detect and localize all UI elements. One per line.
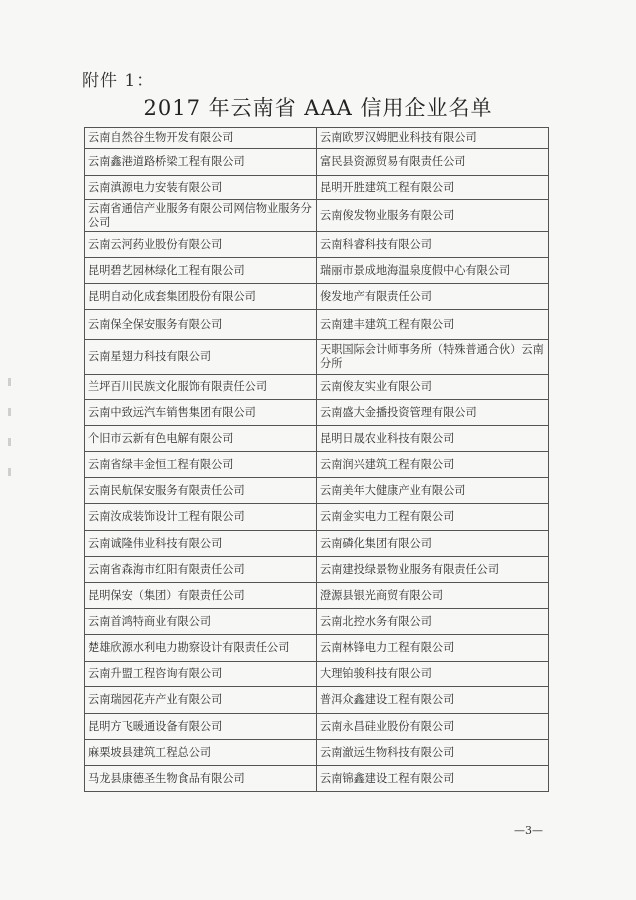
table-row bbox=[85, 662, 549, 687]
table-row bbox=[85, 452, 549, 478]
binding-mark bbox=[8, 438, 11, 446]
company-name-left: 云南滇源电力安装有限公司 bbox=[85, 176, 317, 200]
company-name-right: 云南盛大金播投资管理有限公司 bbox=[317, 400, 549, 426]
company-name-left: 云南云河药业股份有限公司 bbox=[85, 232, 317, 258]
company-name-left: 云南省绿丰金恒工程有限公司 bbox=[85, 452, 317, 478]
table-row bbox=[85, 583, 549, 609]
binding-margin-marks bbox=[6, 378, 14, 518]
table-row bbox=[85, 284, 549, 310]
attachment-label: 附件 1： bbox=[82, 71, 155, 91]
company-name-left: 云南首鸿特商业有限公司 bbox=[85, 609, 317, 635]
table-row bbox=[85, 766, 549, 792]
company-name-right: 云南金实电力工程有限公司 bbox=[317, 504, 549, 531]
company-name-left: 云南汝成装饰设计工程有限公司 bbox=[85, 504, 317, 531]
company-name-right: 俊发地产有限责任公司 bbox=[317, 284, 549, 310]
company-name-right: 昆明开胜建筑工程有限公司 bbox=[317, 176, 549, 200]
company-name-left: 云南保全保安服务有限公司 bbox=[85, 310, 317, 340]
page-title: 2017 年云南省 AAA 信用企业名单 bbox=[143, 96, 493, 120]
table-row bbox=[85, 714, 549, 740]
table-row bbox=[85, 258, 549, 284]
table-row bbox=[85, 200, 549, 232]
company-name-left: 云南星翅力科技有限公司 bbox=[85, 340, 317, 375]
company-name-left: 昆明保安（集团）有限责任公司 bbox=[85, 583, 317, 609]
company-name-right: 云南润兴建筑工程有限公司 bbox=[317, 452, 549, 478]
table-row bbox=[85, 635, 549, 662]
company-name-left: 楚雄欣源水利电力勘察设计有限责任公司 bbox=[85, 635, 317, 662]
company-name-left: 麻栗坡县建筑工程总公司 bbox=[85, 740, 317, 766]
enterprise-table bbox=[84, 127, 549, 792]
page-number: —3— bbox=[514, 824, 543, 837]
table-row bbox=[85, 531, 549, 557]
table-row bbox=[85, 400, 549, 426]
table-row bbox=[85, 149, 549, 176]
table-row bbox=[85, 609, 549, 635]
company-name-right: 云南欧罗汉姆肥业科技有限公司 bbox=[317, 128, 549, 149]
company-name-right: 云南林锋电力工程有限公司 bbox=[317, 635, 549, 662]
company-name-right: 云南锦鑫建设工程有限公司 bbox=[317, 766, 549, 792]
company-name-left: 云南升盟工程咨询有限公司 bbox=[85, 662, 317, 687]
table-row bbox=[85, 740, 549, 766]
company-name-right: 云南科睿科技有限公司 bbox=[317, 232, 549, 258]
binding-mark bbox=[8, 378, 11, 386]
table-row bbox=[85, 478, 549, 504]
company-name-left: 云南鑫港道路桥梁工程有限公司 bbox=[85, 149, 317, 176]
company-name-right: 富民县资源贸易有限责任公司 bbox=[317, 149, 549, 176]
company-name-left: 云南中致远汽车销售集团有限公司 bbox=[85, 400, 317, 426]
company-name-left: 云南民航保安服务有限责任公司 bbox=[85, 478, 317, 504]
company-name-right: 瑞丽市景成地海温泉度假中心有限公司 bbox=[317, 258, 549, 284]
table-row bbox=[85, 176, 549, 200]
company-name-left: 个旧市云新有色电解有限公司 bbox=[85, 426, 317, 452]
company-name-left: 云南省森海市红阳有限责任公司 bbox=[85, 557, 317, 583]
table-row bbox=[85, 504, 549, 531]
company-name-left: 云南诚隆伟业科技有限公司 bbox=[85, 531, 317, 557]
company-name-right: 澄源县银光商贸有限公司 bbox=[317, 583, 549, 609]
company-name-right: 云南永昌硅业股份有限公司 bbox=[317, 714, 549, 740]
company-name-right: 云南磷化集团有限公司 bbox=[317, 531, 549, 557]
company-name-right: 云南北控水务有限公司 bbox=[317, 609, 549, 635]
company-name-left: 马龙县康德圣生物食品有限公司 bbox=[85, 766, 317, 792]
table-row bbox=[85, 310, 549, 340]
company-name-left: 云南省通信产业服务有限公司网信物业服务分公司 bbox=[85, 200, 317, 232]
table-row bbox=[85, 687, 549, 714]
table-row bbox=[85, 375, 549, 400]
company-name-right: 云南俊发物业服务有限公司 bbox=[317, 200, 549, 232]
company-name-right: 云南建投绿景物业服务有限责任公司 bbox=[317, 557, 549, 583]
company-name-left: 兰坪百川民族文化服饰有限责任公司 bbox=[85, 375, 317, 400]
table-row bbox=[85, 426, 549, 452]
company-name-right: 天职国际会计师事务所（特殊普通合伙）云南分所 bbox=[317, 340, 549, 375]
company-name-right: 昆明日晟农业科技有限公司 bbox=[317, 426, 549, 452]
company-name-right: 普洱众鑫建设工程有限公司 bbox=[317, 687, 549, 714]
company-name-right: 大理铂骏科技有限公司 bbox=[317, 662, 549, 687]
company-name-right: 云南建丰建筑工程有限公司 bbox=[317, 310, 549, 340]
company-name-right: 云南美年大健康产业有限公司 bbox=[317, 478, 549, 504]
company-name-left: 云南瑞园花卉产业有限公司 bbox=[85, 687, 317, 714]
company-name-left: 昆明方飞暖通设备有限公司 bbox=[85, 714, 317, 740]
binding-mark bbox=[8, 468, 11, 476]
company-name-right: 云南俊友实业有限公司 bbox=[317, 375, 549, 400]
enterprise-table-body bbox=[85, 128, 549, 792]
table-row bbox=[85, 557, 549, 583]
table-row bbox=[85, 340, 549, 375]
company-name-left: 昆明自动化成套集团股份有限公司 bbox=[85, 284, 317, 310]
table-row bbox=[85, 128, 549, 149]
company-name-left: 云南自然谷生物开发有限公司 bbox=[85, 128, 317, 149]
company-name-right: 云南澈远生物科技有限公司 bbox=[317, 740, 549, 766]
company-name-left: 昆明碧艺园林绿化工程有限公司 bbox=[85, 258, 317, 284]
table-row bbox=[85, 232, 549, 258]
binding-mark bbox=[8, 408, 11, 416]
